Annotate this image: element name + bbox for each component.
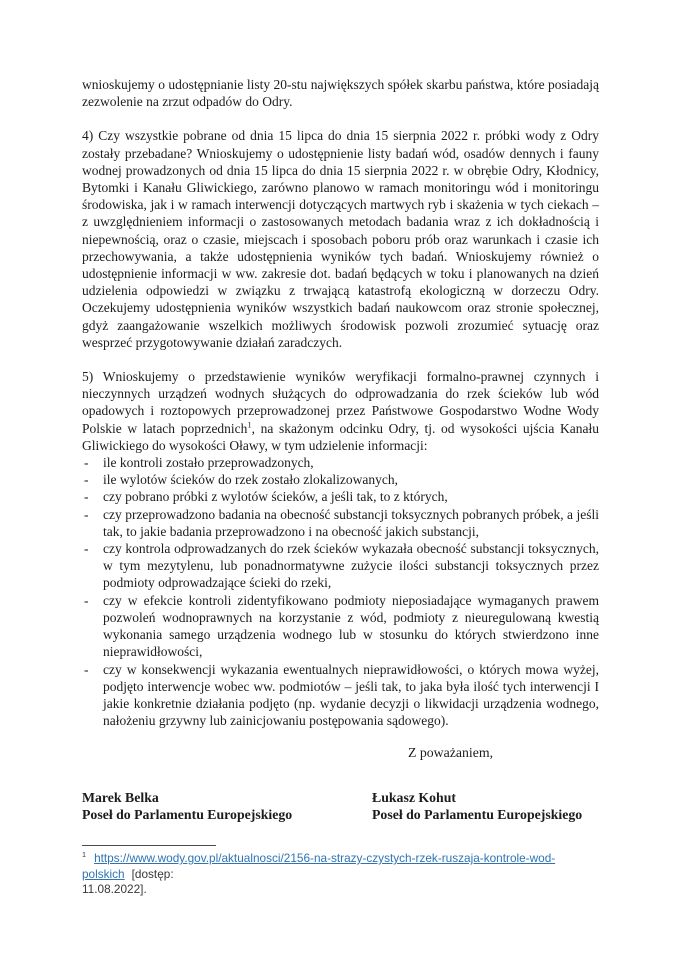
letter-body <box>82 76 599 729</box>
closing-salutation: Z poważaniem, <box>408 745 494 760</box>
footnote-link[interactable]: https://www.wody.gov.pl/aktualnosci/2156-na-strazy-czystych-rzek-ruszaja-kontrole-wod-polskich <box>82 851 556 881</box>
list-item-text: czy pobrano próbki z wylotów ścieków, a jeśli tak, to z których, <box>103 489 448 505</box>
signature-right <box>372 789 582 823</box>
signer-name: Łukasz Kohut <box>372 790 456 805</box>
list-item-text: czy w konsekwencji wykazania ewentualnych nieprawidłowości, o których mowa wyżej, podjęto interwencje wobec ww. podmiotów – jeśli tak, to jaka była ilość tych interwencji I jakie konkretnie działania podjęto (np. wydanie decyzji o likwidacji urządzenia wodnego, nałożeniu grzywny lub zainicjowaniu postępowania sądowego). <box>103 661 599 729</box>
signature-block <box>82 789 642 823</box>
list-item <box>82 454 599 471</box>
dash-marker: - <box>84 592 89 608</box>
requests-dash-list <box>82 454 599 729</box>
list-item <box>82 592 599 661</box>
footnote-marker: 1 <box>82 850 87 860</box>
paragraph-4: 4) Czy wszystkie pobrane od dnia 15 lipca do dnia 15 sierpnia 2022 r. próbki wody z Odry zostały przebadane? Wnioskujemy o udostępnienie listy badań wód, osadów dennych i fauny wodnej prowadzonych od dnia 15 lipca do dnia 15 sierpnia 2022 r. w obrębie Odry, Kłodnicy, Bytomki i Kanału Gliwickiego, zarówno planowo w ramach monitoringu wód i monitoringu środowiska, jak i w ramach interwencji dotyczących martwych ryb i skażenia w tych ciekach – z uwzględnieniem informacji o zastosowanych metodach badania wraz z ich dokładnością i niepewnością, oraz o czasie, miejscach i sposobach poboru prób oraz warunkach i czasie ich przechowywania, a także udostępnienia wyników tych badań. Wnioskujemy również o udostępnienie informacji w ww. zakresie dot. badań będących w toku i planowanych na dzień udzielenia odpowiedzi w związku z trwającą katastrofą ekologiczną w dorzeczu Odry. Oczekujemy udostępnienia wyników wszystkich badań naukowcom oraz stronie społecznej, gdyż zaangażowanie wszelkich możliwych środowisk pozwoli zrozumieć sytuację oraz wesprzeć przygotowywanie działań zaradczych. <box>82 128 599 350</box>
list-item-text: czy w efekcie kontroli zidentyfikowano podmioty nieposiadające wymaganych prawem pozwoleń wodnoprawnych na korzystanie z wód, podmioty z nieuregulowaną kwestią wykonania samego urządzenia wodnego lub w stosunku do których stwierdzono inne nieprawidłowości, <box>103 592 599 660</box>
footnote-separator <box>82 845 216 846</box>
footnote-reference-marker: 1 <box>247 420 252 430</box>
signature-left <box>82 789 372 823</box>
signer-name: Marek Belka <box>82 790 159 805</box>
list-item <box>82 540 599 592</box>
list-item <box>82 506 599 540</box>
dash-marker: - <box>84 661 89 677</box>
footnote <box>82 851 614 898</box>
list-item-text: ile wylotów ścieków do rzek zostało zlokalizowanych, <box>103 472 399 488</box>
list-item <box>82 661 599 730</box>
footnote-access-date: 11.08.2022]. <box>82 882 147 897</box>
dash-marker: - <box>84 541 89 557</box>
footnote-access-label: [dostęp: <box>131 866 174 881</box>
paragraph-5-intro <box>82 368 599 454</box>
dash-marker: - <box>84 472 89 488</box>
list-item-text: czy kontrola odprowadzanych do rzek ścieków wykazała obecność substancji toksycznych, w tym mezytylenu, lub ponadnormatywne zużycie ilości substancji toksycznych przez podmioty odprowadzające ścieki do rzeki, <box>103 541 599 591</box>
signer-title: Poseł do Parlamentu Europejskiego <box>82 807 293 822</box>
list-item <box>82 488 599 505</box>
paragraph-5-text-after-footnote-ref: , na skażonym odcinku Odry, tj. od wysokości ujścia Kanału Gliwickiego do wysokości Oławy, w tym udzielenie informacji: <box>82 420 599 453</box>
list-item-text: ile kontroli zostało przeprowadzonych, <box>103 455 314 471</box>
list-item <box>82 471 599 488</box>
dash-marker: - <box>84 455 89 471</box>
paragraph-5-text-before-footnote-ref: 5) Wnioskujemy o przedstawienie wyników weryfikacji formalno-prawnej czynnych i nieczynnych urządzeń wodnych służących do odprowadzania do rzek ścieków lub wód opadowych i roztopowych przeprowadzonej przez Państwowe Gospodarstwo Wodne Wody Polskie w latach poprzednich <box>82 369 599 436</box>
paragraph-intro: wnioskujemy o udostępnianie listy 20-stu największych spółek skarbu państwa, które posiadają zezwolenie na zrzut odpadów do Odry. <box>82 77 599 110</box>
list-item-text: czy przeprowadzono badania na obecność substancji toksycznych pobranych próbek, a jeśli tak, to jakie badania przeprowadzono i na obecność jakich substancji, <box>103 506 599 539</box>
signer-title: Poseł do Parlamentu Europejskiego <box>372 807 583 822</box>
dash-marker: - <box>84 489 89 505</box>
dash-marker: - <box>84 506 89 522</box>
